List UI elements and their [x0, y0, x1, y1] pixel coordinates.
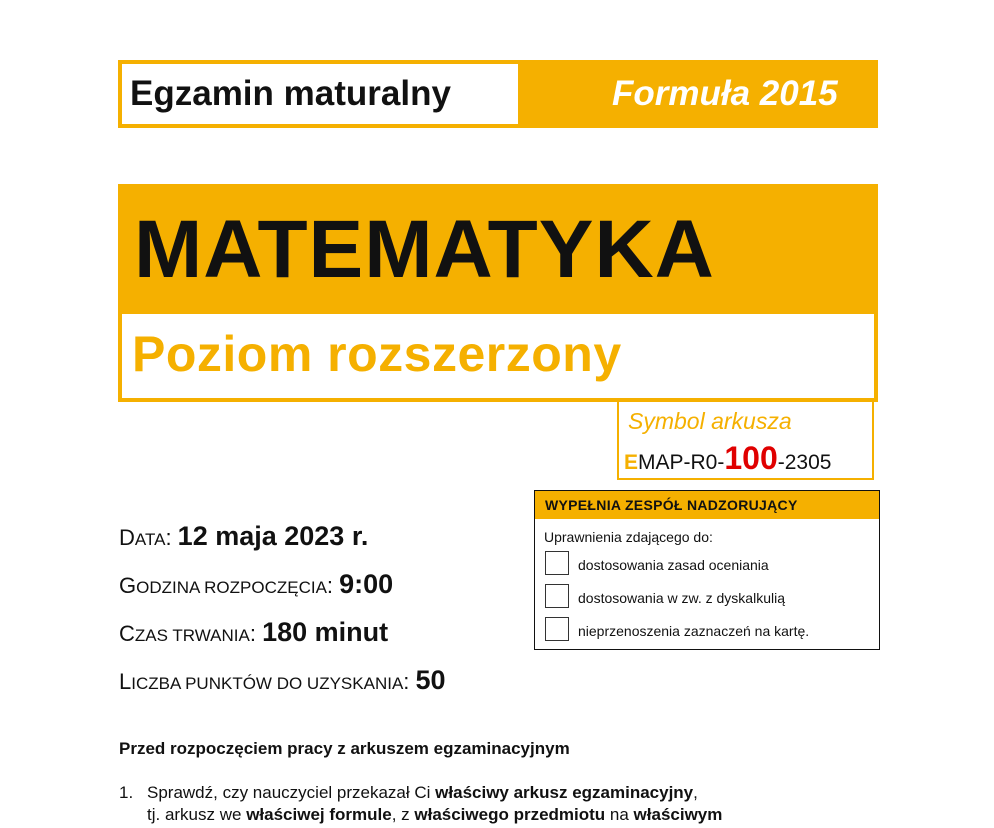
- checkbox-dyscalculia[interactable]: [545, 584, 569, 608]
- instruction-line-1: Sprawdź, czy nauczyciel przekazał Ci właściwy arkusz egzaminacyjny,: [147, 783, 698, 802]
- checkbox-label-no-transfer: nieprzenoszenia zaznaczeń na kartę.: [578, 623, 810, 639]
- checkbox-label-dyscalculia: dostosowania w zw. z dyskalkulią: [578, 590, 785, 606]
- symbol-code-mid: MAP-R0-: [638, 451, 725, 474]
- symbol-code-number: 100: [724, 440, 778, 476]
- checkbox-scoring-adjustment[interactable]: [545, 551, 569, 575]
- info-date-label: DATA:: [119, 525, 178, 550]
- symbol-code: [624, 440, 831, 481]
- supervisor-panel-title: WYPEŁNIA ZESPÓŁ NADZORUJĄCY: [545, 497, 798, 513]
- symbol-code-suffix: -2305: [777, 451, 832, 474]
- symbol-label: Symbol arkusza: [628, 408, 792, 434]
- info-points-value: 50: [415, 665, 446, 695]
- instruction-line-2: tj. arkusz we właściwej formule, z właściwego przedmiotu na właściwym: [147, 805, 723, 824]
- info-date-value: 12 maja 2023 r.: [177, 521, 369, 551]
- info-duration: [119, 614, 388, 654]
- instruction-number: 1.: [119, 783, 134, 802]
- info-date: [119, 518, 368, 558]
- exam-formula: Formuła 2015: [612, 74, 838, 113]
- info-duration-value: 180 minut: [262, 617, 389, 647]
- checkbox-no-transfer[interactable]: [545, 617, 569, 641]
- info-duration-label: CZAS TRWANIA:: [119, 621, 263, 646]
- exam-title: Egzamin maturalny: [130, 74, 451, 113]
- subject-title: MATEMATYKA: [134, 204, 715, 295]
- info-time-value: 9:00: [339, 569, 394, 599]
- info-points-label: LICZBA PUNKTÓW DO UZYSKANIA:: [119, 669, 416, 694]
- symbol-code-prefix: E: [624, 451, 639, 474]
- supervisor-panel-subtitle: Uprawnienia zdającego do:: [544, 529, 713, 545]
- info-time: [119, 566, 393, 606]
- checkbox-label-scoring-adjustment: dostosowania zasad oceniania: [578, 557, 769, 573]
- instructions-heading: Przed rozpoczęciem pracy z arkuszem egzaminacyjnym: [119, 739, 570, 758]
- subject-level: Poziom rozszerzony: [132, 326, 622, 382]
- info-time-label: GODZINA ROZPOCZĘCIA:: [119, 573, 340, 598]
- info-points: [119, 662, 446, 702]
